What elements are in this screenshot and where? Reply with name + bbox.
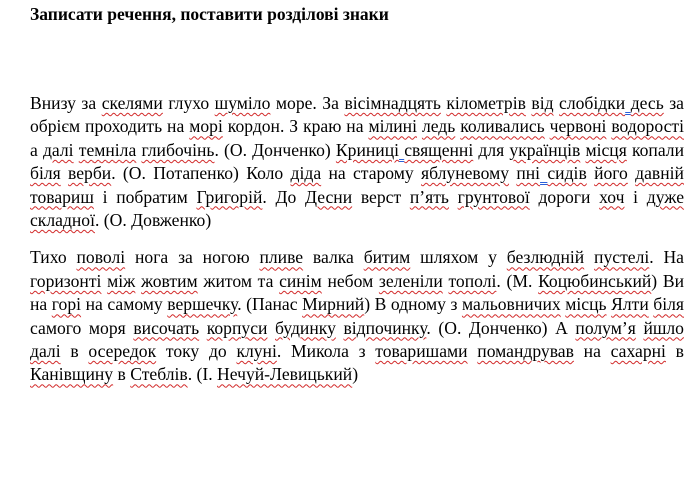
spellcheck-flagged-word: поволі — [76, 247, 126, 268]
text-run: в — [60, 341, 89, 362]
spellcheck-flagged-word: безлюдній — [506, 247, 585, 268]
spellcheck-flagged-word: темніла — [78, 139, 137, 160]
spellcheck-flagged-word: Мирний — [302, 294, 365, 315]
text-run: . До — [262, 186, 306, 207]
spellcheck-flagged-word: глибочінь — [141, 139, 215, 160]
spellcheck-flagged-word: грунтової — [457, 186, 530, 207]
text-run: на — [573, 341, 611, 362]
text-run: . (М. — [496, 270, 539, 291]
spellcheck-flagged-word: Коцюбинський — [538, 270, 652, 291]
text-run: валка — [303, 247, 364, 268]
spellcheck-flagged-word: п’ять — [409, 186, 449, 207]
spellcheck-flagged-word: його — [594, 163, 628, 184]
spellcheck-flagged-word: далі — [30, 341, 61, 362]
text-run: току до — [156, 341, 237, 362]
text-run: копали — [626, 139, 684, 160]
text-run: на самому — [81, 294, 168, 315]
text-run — [587, 163, 594, 183]
text-run: кордон. З краю на — [222, 116, 369, 137]
text-run: Внизу за — [30, 93, 102, 113]
spellcheck-flagged-word: пустелі — [594, 247, 650, 268]
spellcheck-flagged-word: корпуси — [206, 317, 268, 338]
spellcheck-flagged-word: будинку — [275, 317, 336, 338]
text-run: на старому — [321, 163, 422, 184]
spellcheck-flagged-word: відпочинку — [343, 317, 427, 338]
spellcheck-flagged-word: Григорій — [196, 186, 263, 207]
text-run: . Микола з — [276, 341, 376, 362]
text-run — [468, 341, 478, 361]
text-run: . На — [649, 247, 684, 268]
spellcheck-flagged-word: товариш — [30, 186, 94, 207]
document-title: Записати речення, поставити розділові знаки — [30, 4, 389, 24]
paragraph-2 — [30, 246, 684, 386]
text-run: ) В одному з — [364, 294, 462, 315]
spellcheck-flagged-word: давній — [635, 163, 684, 184]
text-run: небом — [321, 270, 379, 291]
text-run: . (О. Донченко) — [214, 139, 336, 160]
spellcheck-flagged-word: слобідки — [559, 93, 626, 113]
text-run: в — [113, 364, 131, 385]
spellcheck-flagged-word: сахарні — [610, 341, 666, 362]
spellcheck-flagged-word: коливались — [460, 116, 545, 137]
spellcheck-flagged-word: полум’я — [575, 317, 636, 338]
text-run: море. За — [270, 93, 345, 113]
spellcheck-flagged-word: вісімнадцять — [344, 93, 441, 113]
spellcheck-flagged-word: жовтим — [141, 270, 198, 291]
spellcheck-flagged-word: далі — [42, 139, 74, 160]
text-run: ) Ви на — [30, 270, 684, 315]
text-run: і — [624, 186, 647, 207]
text-run: . (Панас — [237, 294, 303, 315]
spellcheck-flagged-word: морі — [189, 116, 223, 137]
text-run: для — [473, 139, 510, 160]
spellcheck-flagged-word: місця — [585, 139, 627, 160]
spellcheck-flagged-word: від — [531, 93, 554, 113]
spellcheck-flagged-word: Стеблів — [130, 364, 188, 385]
text-run: ) — [352, 364, 359, 385]
text-run: житом та — [197, 270, 280, 291]
spellcheck-flagged-word: пливе — [259, 247, 304, 268]
spellcheck-flagged-word: ледь — [421, 116, 456, 137]
spellcheck-flagged-word: водорості — [611, 116, 684, 137]
spellcheck-flagged-word: біля — [30, 163, 61, 184]
spellcheck-flagged-word: священні — [404, 139, 474, 160]
spellcheck-flagged-word: тополі — [448, 270, 497, 291]
spellcheck-flagged-word: горі — [51, 294, 82, 315]
spellcheck-flagged-word: дуже — [646, 186, 685, 207]
spellcheck-flagged-word: складної — [30, 210, 95, 231]
spellcheck-flagged-word: десь — [630, 93, 664, 113]
spellcheck-flagged-word: скелями — [101, 93, 163, 113]
spellcheck-flagged-word: червоні — [549, 116, 607, 137]
text-run — [199, 318, 207, 338]
paragraph-1 — [30, 92, 684, 232]
text-run: . (І. — [187, 364, 218, 385]
text-run: в — [665, 341, 684, 362]
text-run: самого моря — [30, 317, 134, 338]
spellcheck-flagged-word: хоч — [599, 186, 625, 207]
text-run: Тихо — [30, 247, 77, 268]
text-run — [449, 187, 458, 207]
text-run: і побратим — [93, 186, 197, 207]
text-run: верст — [352, 186, 410, 207]
spellcheck-flagged-word: діда — [290, 163, 322, 184]
spellcheck-flagged-word: українців — [509, 139, 581, 160]
spellcheck-flagged-word: біля — [653, 294, 684, 315]
spellcheck-flagged-word: кілометрів — [446, 93, 526, 113]
text-run: глухо — [162, 93, 215, 113]
spellcheck-flagged-word: горизонті — [30, 270, 102, 291]
spellcheck-flagged-word: Нечуй-Левицький — [217, 364, 353, 385]
spellcheck-flagged-word: сидів — [547, 163, 587, 184]
text-run — [61, 163, 68, 183]
text-run — [267, 318, 275, 338]
text-run: . (О. Донченко) А — [426, 317, 576, 338]
document-page — [30, 4, 684, 387]
spellcheck-flagged-word: яблуневому — [421, 163, 510, 184]
spellcheck-flagged-word: битим — [363, 247, 411, 268]
spellcheck-flagged-word: мальовничих — [461, 294, 561, 315]
spellcheck-flagged-word: місць — [565, 294, 607, 315]
text-run: . (О. Довженко) — [95, 210, 212, 231]
text-run: . (О. Потапенко) Коло — [111, 163, 291, 184]
spellcheck-flagged-word: мілині — [368, 116, 417, 137]
spellcheck-flagged-word: клуні — [236, 341, 277, 362]
spellcheck-flagged-word: Ялти — [611, 294, 649, 315]
spellcheck-flagged-word: височать — [133, 317, 200, 338]
spellcheck-flagged-word: між — [107, 270, 136, 291]
text-run: а — [30, 139, 43, 160]
spellcheck-flagged-word: помандрував — [477, 341, 574, 362]
spellcheck-flagged-word: Криниці — [335, 139, 400, 160]
spellcheck-flagged-word: вершечку — [167, 294, 238, 315]
spellcheck-flagged-word: Десни — [305, 186, 353, 207]
text-run — [584, 247, 594, 267]
spellcheck-flagged-word: товаришами — [375, 341, 468, 362]
spellcheck-flagged-word: верби — [68, 163, 112, 184]
spellcheck-flagged-word: пні — [516, 163, 541, 184]
spellcheck-flagged-word: шуміло — [214, 93, 271, 113]
spellcheck-flagged-word: осередок — [88, 341, 157, 362]
text-run: шляхом у — [410, 247, 507, 268]
text-run: дороги — [529, 186, 600, 207]
spellcheck-flagged-word: синім — [279, 270, 322, 291]
spellcheck-flagged-word: Канівщину — [30, 364, 114, 385]
spellcheck-flagged-word: йшло — [643, 317, 684, 338]
text-run: за обрієм проходить на — [30, 93, 684, 137]
spellcheck-flagged-word: зеленіли — [378, 270, 443, 291]
text-run: нога за ногою — [125, 247, 260, 268]
